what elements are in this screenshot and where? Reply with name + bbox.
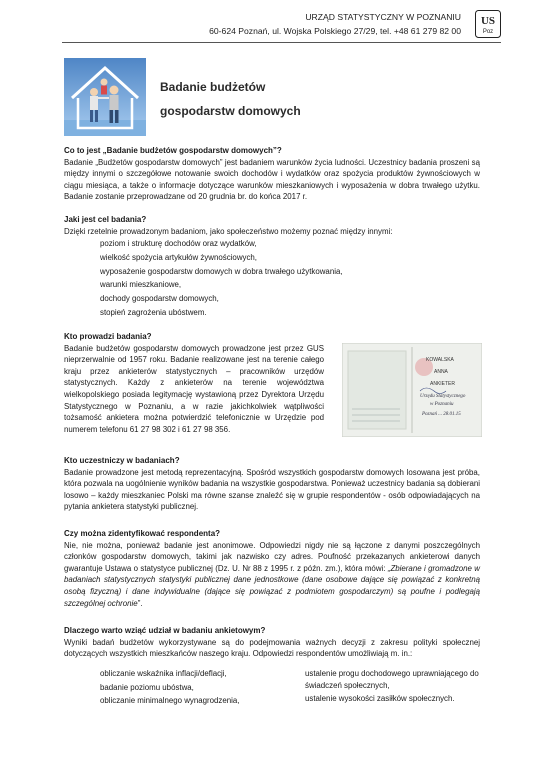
svg-text:Urzędu Statystycznego: Urzędu Statystycznego <box>420 394 466 399</box>
svg-text:KOWALSKA: KOWALSKA <box>426 357 454 363</box>
goal-list <box>64 237 480 319</box>
section-text: Wyniki badań budżetów wykorzystywane są do podejmowania ważnych decyzji z zakresu polityki społecznej dotyczących wszystkich mieszkańców naszego kraju. Odpowiedzi respondentów umożliwiają m. in.: <box>64 637 480 659</box>
list-item: poziom i strukturę dochodów oraz wydatków, <box>100 239 257 249</box>
section-text: Badanie budżetów gospodarstw domowych prowadzone jest przez GUS nieprzerwalnie od 1957 roku. Badanie realizowane jest na terenie całego kraju przez ankieterów statystycznych – pracowników urzędów statystycznych. Każdy z ankieterów na terenie województwa wielkopolskiego posiada legitymację wystawioną przez Dyrektora Urzędu Statystycznego w Poznaniu, a w razie jakichkolwiek wątpliwości tożsamość ankietera można potwierdzić telefonicznie w Urzędzie pod numerem telefonu 61 27 98 302 i 61 27 98 356. <box>64 343 324 434</box>
section-identification <box>64 528 480 609</box>
svg-text:US: US <box>480 15 496 27</box>
list-item: obliczanie wskaźnika inflacji/deflacji, <box>100 669 227 678</box>
section-heading: Kto uczestniczy w badaniach? <box>64 456 180 465</box>
section-who-participates <box>64 455 480 513</box>
list-item: obliczanie minimalnego wynagrodzenia, <box>100 696 240 706</box>
section-what-is <box>64 145 480 203</box>
list-item: warunki mieszkaniowe, <box>100 280 182 290</box>
section-why-participate <box>64 625 480 660</box>
section-heading: Dlaczego warto wziąć udział w badaniu ankietowym? <box>64 626 266 635</box>
list-item: dochody gospodarstw domowych, <box>100 294 219 303</box>
office-logo <box>475 10 501 38</box>
page-header <box>209 10 461 38</box>
svg-text:Poznań ... 28.01.15: Poznań ... 28.01.15 <box>422 412 461 417</box>
office-name: URZĄD STATYSTYCZNY W POZNANIU <box>305 12 461 22</box>
list-item: ustalenie progu dochodowego uprawniającego do świadczeń społecznych, <box>305 669 479 690</box>
section-text: Badanie „Budżetów gospodarstw domowych” jest badaniem warunków życia ludności. Uczestnicy badania proszeni są między innymi o szczegółowe notowanie swoich dochodów i wydatków oraz spożycia produktów żywnościowych w ciągu miesiąca, a także o informacje dotyczące warunków mieszkaniowych i wyposażenia w dobra trwałego użytku. Badanie zostanie przeprowadzane od 20 grudnia br. do końca 2017 r. <box>64 157 480 202</box>
section-heading: Jaki jest cel badania? <box>64 215 147 224</box>
section-who-conducts <box>64 331 324 435</box>
header-divider <box>62 42 501 43</box>
benefits-list-right <box>269 668 480 707</box>
law-quote: „Zbierane i gromadzone w badaniach statystycznych statystyki publicznej dane jednostkowe (dane osobowe dające się powiązać z konkretną osobą fizyczną) i dane indywidualne (dające się powiązać z podmiotem gospodarczym) są poufne i podlegają szczególnej ochronie <box>64 563 480 608</box>
list-item: badanie poziomu ubóstwa, <box>100 682 194 692</box>
svg-text:ANNA: ANNA <box>434 369 448 375</box>
banner-title-line2: gospodarstw domowych <box>160 104 301 118</box>
list-item: wielkość spożycia artykułów żywnościowych, <box>100 252 257 262</box>
office-address: 60-624 Poznań, ul. Wojska Polskiego 27/29, tel. +48 61 279 82 00 <box>209 26 461 36</box>
section-text: Nie, nie można, ponieważ badanie jest anonimowe. Odpowiedzi nigdy nie są łączone z danymi poszczególnych członków gospodarstw domowych, takimi jak nazwisko czy adres. Poufność przekazanych ankieterowi danych gwarantuje Ustawa o statystyce publicznej (Dz. U. Nr 88 z 1995 r. z późn. zm.), która mówi: „Zbierane i gromadzone w badaniach statystycznych statystyki publicznej dane jednostkowe (dane osobowe dające się powiązać z konkretną osobą fizyczną) i dane indywidualne (dające się powiązać z podmiotem gospodarczym) są poufne i podlegają szczególnej ochronie”. <box>64 540 480 608</box>
list-item: stopień zagrożenia ubóstwem. <box>100 307 207 317</box>
svg-text:Poz: Poz <box>482 29 494 35</box>
section-goal <box>64 214 480 319</box>
section-heading: Czy można zidentyfikować respondenta? <box>64 529 221 538</box>
section-heading: Kto prowadzi badania? <box>64 332 152 341</box>
section-text: Badanie prowadzone jest metodą reprezentacyjną. Spośród wszystkich gospodarstw domowych losowana jest próba, która pozwala na uogólnienie wyników badania na wszystkie gospodarstwa. Ponieważ uczestnicy badania są dobierani losowo – każdy mieszkaniec Polski ma równe szanse znaleźć się w grupie respondentów - osób odpowiadających na pytania ankietera statystyki publicznej. <box>64 467 480 512</box>
svg-text:w Poznaniu: w Poznaniu <box>430 402 454 407</box>
svg-text:ANKIETER: ANKIETER <box>430 381 456 387</box>
interviewer-id-card-image <box>342 343 482 437</box>
section-heading: Co to jest „Badanie budżetów gospodarstw domowych”? <box>64 146 282 155</box>
list-item: ustalenie wysokości zasiłków społecznych. <box>305 694 455 704</box>
list-item: wyposażenie gospodarstw domowych w dobra trwałego użytkowania, <box>100 266 343 276</box>
banner <box>64 58 324 140</box>
section-intro: Dzięki rzetelnie prowadzonym badaniom, jako społeczeństwo możemy poznać między innymi: <box>64 226 393 236</box>
benefits-list-left <box>64 668 259 709</box>
banner-title-line1: Badanie budżetów <box>160 80 266 94</box>
family-house-photo <box>64 58 146 136</box>
